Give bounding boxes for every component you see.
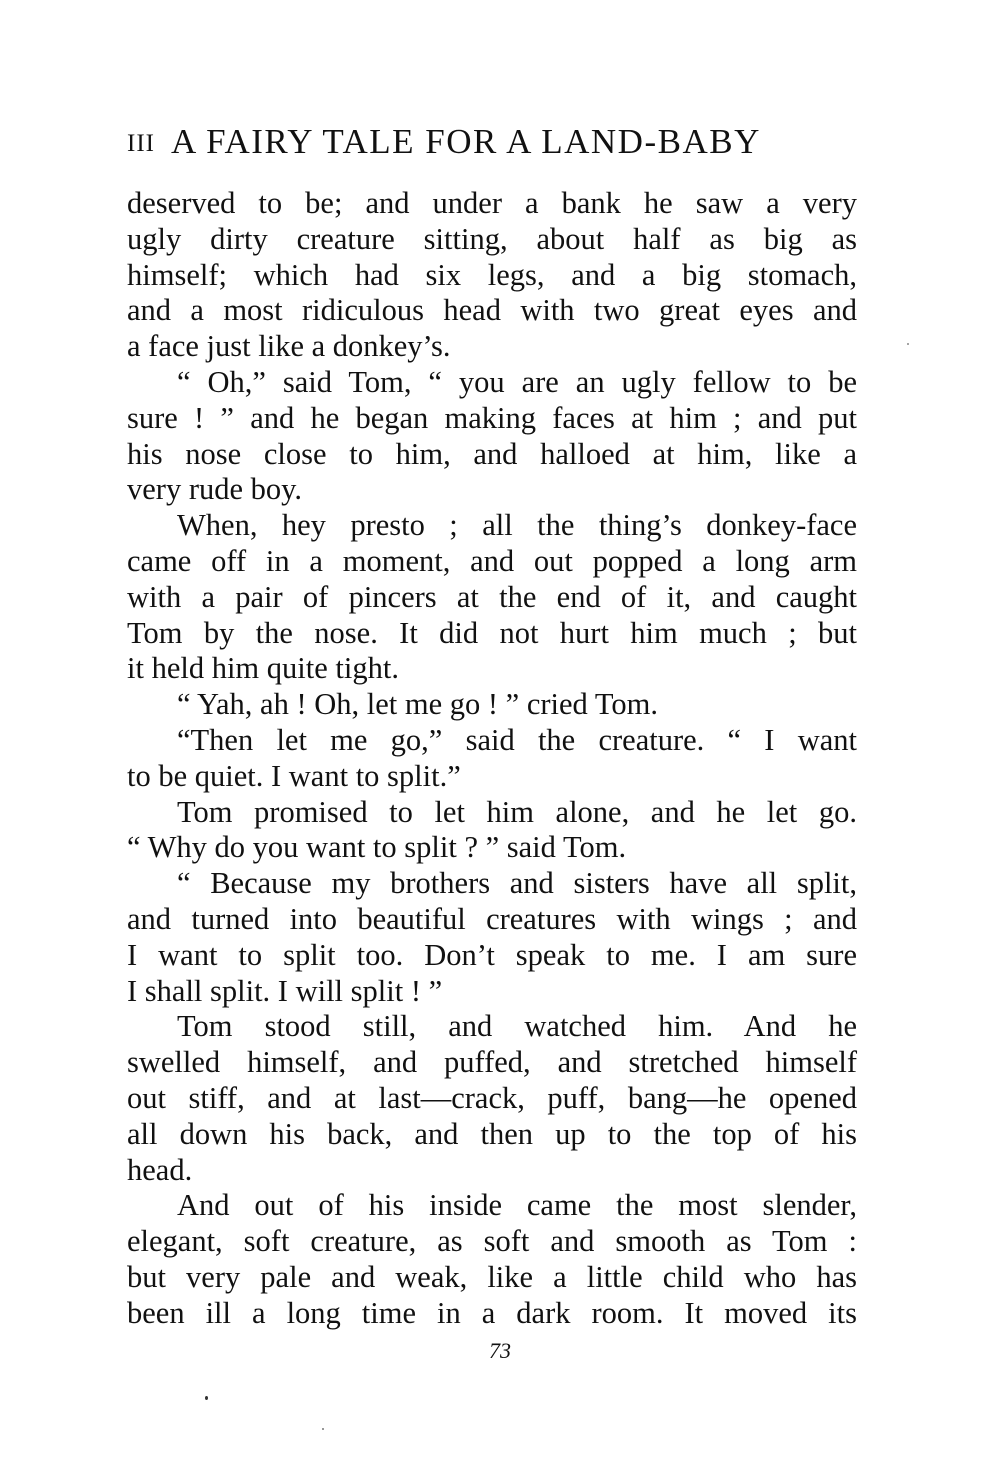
text-line: to be quiet. I want to split.” [127, 758, 461, 793]
text-line: “Then let me go,” said the creature. “ I want [177, 722, 857, 757]
text-line: all down his back, and then up to the top of his [127, 1116, 857, 1151]
text-line: himself; which had six legs, and a big stomach, [127, 257, 857, 292]
text-line: out stiff, and at last—crack, puff, bang—he opened [127, 1080, 857, 1115]
text-line: I want to split too. Don’t speak to me. I am sure [127, 937, 857, 972]
text-line: it held him quite tight. [127, 651, 399, 686]
text-line: Tom stood still, and watched him. And he [177, 1009, 857, 1044]
text-line: “ Why do you want to split ? ” said Tom. [127, 830, 627, 865]
text-line: sure ! ” and he began making faces at him ; and put [127, 400, 857, 435]
text-line: “ Because my brothers and sisters have all split, [177, 866, 857, 901]
text-line: a face just like a donkey’s. [127, 329, 451, 364]
ink-speck [907, 343, 909, 345]
chapter-number: III [127, 130, 155, 157]
text-line: ugly dirty creature sitting, about half as big as [127, 221, 857, 256]
ink-speck [205, 1396, 208, 1400]
text-line: came off in a moment, and out popped a long arm [127, 543, 857, 578]
text-line: very rude boy. [127, 472, 303, 507]
page-number: 73 [489, 1338, 511, 1363]
text-line: his nose close to him, and halloed at him, like a [127, 436, 857, 471]
text-line: and a most ridiculous head with two great eyes and [127, 293, 857, 328]
text-line: and turned into beautiful creatures with wings ; and [127, 901, 857, 936]
text-line: “ Yah, ah ! Oh, let me go ! ” cried Tom. [177, 687, 658, 722]
running-head [127, 122, 867, 164]
text-line: I shall split. I will split ! ” [127, 973, 443, 1008]
text-line: with a pair of pincers at the end of it, and caught [127, 579, 857, 614]
text-line: deserved to be; and under a bank he saw a very [127, 186, 857, 220]
running-head-title: A FAIRY TALE FOR A LAND-BABY [170, 122, 761, 161]
text-line: Tom by the nose. It did not hurt him much ; but [127, 615, 857, 650]
text-line: swelled himself, and puffed, and stretched himself [127, 1045, 857, 1080]
text-line: elegant, soft creature, as soft and smooth as Tom : [127, 1224, 857, 1259]
text-line: been ill a long time in a dark room. It moved its [127, 1295, 857, 1330]
text-line: but very pale and weak, like a little child who has [127, 1259, 857, 1294]
text-line: Tom promised to let him alone, and he let go. [177, 794, 857, 829]
body-text [127, 186, 857, 1332]
text-line: head. [127, 1152, 193, 1187]
text-line: “ Oh,” said Tom, “ you are an ugly fellow to be [177, 364, 857, 399]
ink-speck [322, 1428, 324, 1430]
text-line: When, hey presto ; all the thing’s donkey-face [177, 508, 857, 543]
text-line: And out of his inside came the most slender, [177, 1188, 857, 1223]
